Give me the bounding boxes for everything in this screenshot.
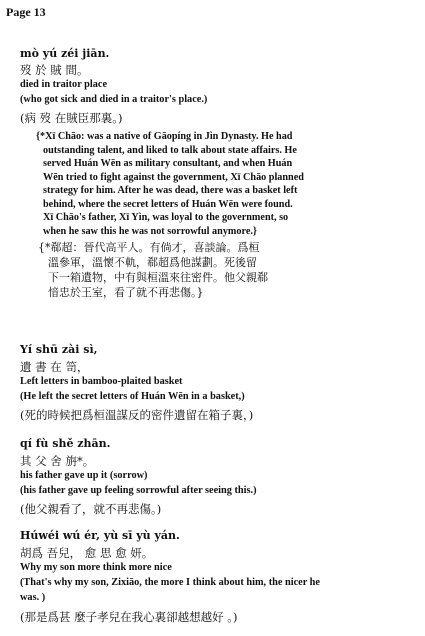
- gloss-line-1: died in traitor place: [20, 79, 108, 90]
- note-line: {*Xī Chāo: was a native of Gāopíng in Jìn Dynasty. He had: [36, 131, 293, 142]
- chinese-translation-line-1: (病 歿 在賊臣那裏。): [20, 111, 123, 125]
- translation-line-4-cont: was. ): [20, 592, 46, 603]
- note-line: Xī Chāo's father, Xī Yìn, was loyal to the government, so: [43, 212, 289, 223]
- pinyin-line-4: Húwéi wú ér, yù sī yù yán.: [20, 529, 180, 542]
- note-line: 溫參軍，溫懷不軌，郗超爲他謀劃。死後留: [48, 256, 257, 269]
- note-line: behind, where the secret letters of Huán Wēn were found.: [43, 198, 293, 210]
- note-line: 愔忠於王室，看了就不再悲傷。}: [48, 286, 204, 299]
- note-line: served Huán Wēn as military consultant, and when Huán: [43, 158, 293, 169]
- chinese-line-1: 歿 於 賊 間。: [20, 63, 89, 77]
- chinese-line-4: 胡爲 吾兒， 愈 思 愈 妍。: [20, 546, 154, 560]
- chinese-translation-line-4: (那是爲甚 麼子孝兒在我心裏卻越想越好 。): [20, 610, 238, 624]
- note-line: outstanding talent, and liked to talk about state affairs. He: [43, 144, 297, 156]
- page-number: Page 13: [6, 5, 46, 19]
- translation-line-2: (He left the secret letters of Huán Wēn in a basket,): [20, 391, 245, 402]
- chinese-line-2: 遺 書 在 笥，: [20, 360, 89, 374]
- note-line: strategy for him. After he was dead, there was a basket left: [43, 185, 298, 196]
- note-line: Wēn tried to fight against the government, Xī Chāo planned: [43, 171, 304, 183]
- note-line: {*郗超：晉代高平人。有倘才，喜談論。爲桓: [38, 241, 260, 254]
- gloss-line-2: Left letters in bamboo-plaited basket: [20, 376, 183, 387]
- chinese-line-3: 其 父 舍 旃*。: [20, 454, 95, 468]
- pinyin-line-1: mò yú zéi jiān.: [20, 47, 110, 60]
- gloss-line-3: his father gave up it (sorrow): [20, 470, 148, 481]
- note-line: when he saw this he was not sorrowful anymore.}: [43, 225, 257, 237]
- translation-line-1: (who got sick and died in a traitor's place.): [20, 94, 208, 105]
- translation-line-4: (That's why my son, Zixiāo, the more I think about him, the nicer he: [20, 577, 320, 588]
- note-line: 下一箱遺物，中有與桓溫來往密件。他父親郗: [48, 271, 268, 284]
- pinyin-line-3: qí fù shě zhān.: [20, 437, 111, 450]
- translation-line-3: (his father gave up feeling sorrowful after seeing this.): [20, 485, 257, 496]
- historical-note-chinese: [38, 240, 268, 300]
- chinese-translation-line-2: (死的時候把爲桓溫謀反的密件遺留在箱子裏，): [20, 408, 254, 422]
- historical-note-english: [36, 130, 304, 238]
- pinyin-line-2: Yí shū zài sì,: [20, 343, 98, 356]
- gloss-line-4: Why my son more think more nice: [20, 562, 172, 573]
- chinese-translation-line-3: (他父親看了，就不再悲傷。): [20, 502, 162, 516]
